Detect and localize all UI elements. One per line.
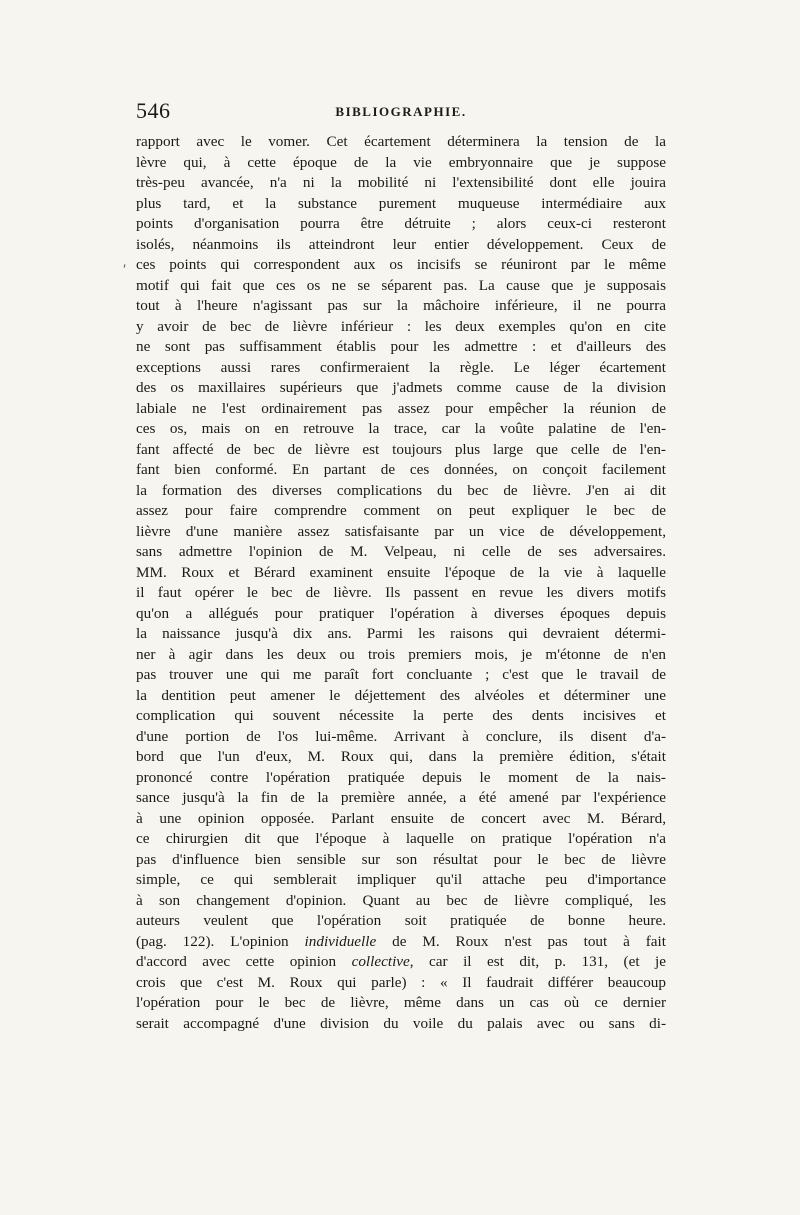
text-line: la dentition peut amener le déjettement des alvéoles et déterminer une: [136, 686, 666, 704]
text-line: ce chirurgien dit que l'époque à laquelle on pratique l'opération n'a: [136, 830, 666, 847]
text-line: pas d'influence bien sensible sur son résultat pour le bec de lièvre: [136, 850, 666, 868]
text-line: bord que l'un d'eux, M. Roux qui, dans la première édition, s'était: [136, 748, 666, 765]
text-line: ces os, mais on en retrouve la trace, car la voûte palatine de l'en-: [136, 420, 666, 437]
text-line: fant bien conformé. En partant de ces données, on conçoit facilement: [136, 461, 666, 478]
text-line: sans admettre l'opinion de M. Velpeau, ni celle de ses adversaires.: [136, 543, 666, 560]
text-line: complication qui souvent nécessite la perte des dents incisives et: [136, 707, 666, 724]
text-line: auteurs veulent que l'opération soit pratiquée de bonne heure.: [136, 912, 666, 929]
text-line: assez pour faire comprendre comment on peut expliquer le bec de: [136, 502, 666, 519]
text-line: y avoir de bec de lièvre inférieur : les deux exemples qu'on en cite: [136, 317, 666, 335]
text-line: (pag. 122). L'opinion individuelle de M. Roux n'est pas tout à fait: [136, 932, 666, 950]
text-line: la naissance jusqu'à dix ans. Parmi les raisons qui devraient détermi-: [136, 625, 666, 642]
margin-mark: ʹ: [123, 262, 127, 278]
text-line: à une opinion opposée. Parlant ensuite de concert avec M. Bérard,: [136, 809, 666, 827]
text-line: labiale ne l'est ordinairement pas assez pour empêcher la réunion de: [136, 399, 666, 417]
running-head: BIBLIOGRAPHIE.: [335, 104, 467, 119]
text-line: motif qui fait que ces os ne se séparent pas. La cause que je supposais: [136, 276, 666, 294]
text-line: simple, ce qui semblerait impliquer qu'il attache peu d'importance: [136, 871, 666, 888]
text-line: crois que c'est M. Roux qui parle) : « Il faudrait différer beaucoup: [136, 973, 666, 991]
text-line: isolés, néanmoins ils atteindront leur entier développement. Ceux de: [136, 235, 666, 253]
body-text: [136, 132, 666, 1034]
text-line: il faut opérer le bec de lièvre. Ils passent en revue les divers motifs: [136, 584, 666, 601]
text-line: fant affecté de bec de lièvre est toujours plus large que celle de l'en-: [136, 440, 666, 458]
text-line: à son changement d'opinion. Quant au bec de lièvre compliqué, les: [136, 891, 666, 909]
text-line: exceptions aussi rares confirmeraient la règle. Le léger écartement: [136, 358, 666, 376]
text-line: sance jusqu'à la fin de la première année, a été amené par l'expérience: [136, 789, 666, 806]
text-line: pas trouver une qui me paraît fort concluante ; c'est que le travail de: [136, 666, 666, 683]
text-line: des os maxillaires supérieurs que j'admets comme cause de la division: [136, 379, 666, 396]
text-line: lièvre d'une manière assez satisfaisante par un vice de développement,: [136, 522, 666, 540]
text-line: ces points qui correspondent aux os incisifs se réuniront par le même: [136, 256, 666, 273]
text-line: MM. Roux et Bérard examinent ensuite l'époque de la vie à laquelle: [136, 563, 666, 581]
text-line: points d'organisation pourra être détruite ; alors ceux-ci resteront: [136, 215, 666, 232]
text-line: ner à agir dans les deux ou trois premiers mois, je m'étonne de n'en: [136, 645, 666, 663]
text-line: d'accord avec cette opinion collective, car il est dit, p. 131, (et je: [136, 953, 666, 970]
text-line: serait accompagné d'une division du voile du palais avec ou sans di-: [136, 1014, 666, 1032]
text-line: très-peu avancée, n'a ni la mobilité ni l'extensibilité dont elle jouira: [136, 174, 666, 191]
text-line: la formation des diverses complications du bec de lièvre. J'en ai dit: [136, 481, 666, 499]
text-line: prononcé contre l'opération pratiquée depuis le moment de la nais-: [136, 768, 666, 786]
page-header: [136, 98, 666, 128]
text-line: rapport avec le vomer. Cet écartement déterminera la tension de la: [136, 133, 666, 150]
text-line: lèvre qui, à cette époque de la vie embryonnaire que je suppose: [136, 153, 666, 171]
text-line: ne sont pas suffisamment établis pour les admettre : et d'ailleurs des: [136, 338, 666, 355]
text-line: qu'on a allégués pour pratiquer l'opération à diverses époques depuis: [136, 604, 666, 622]
text-line: plus tard, et la substance purement muqueuse intermédiaire aux: [136, 194, 666, 212]
text-line: d'une portion de l'os lui-même. Arrivant à conclure, ils disent d'a-: [136, 727, 666, 745]
text-line: l'opération pour le bec de lièvre, même dans un cas où ce dernier: [136, 994, 666, 1011]
page-number: 546: [136, 98, 171, 123]
text-line: tout à l'heure n'agissant pas sur la mâchoire inférieure, il ne pourra: [136, 297, 666, 314]
